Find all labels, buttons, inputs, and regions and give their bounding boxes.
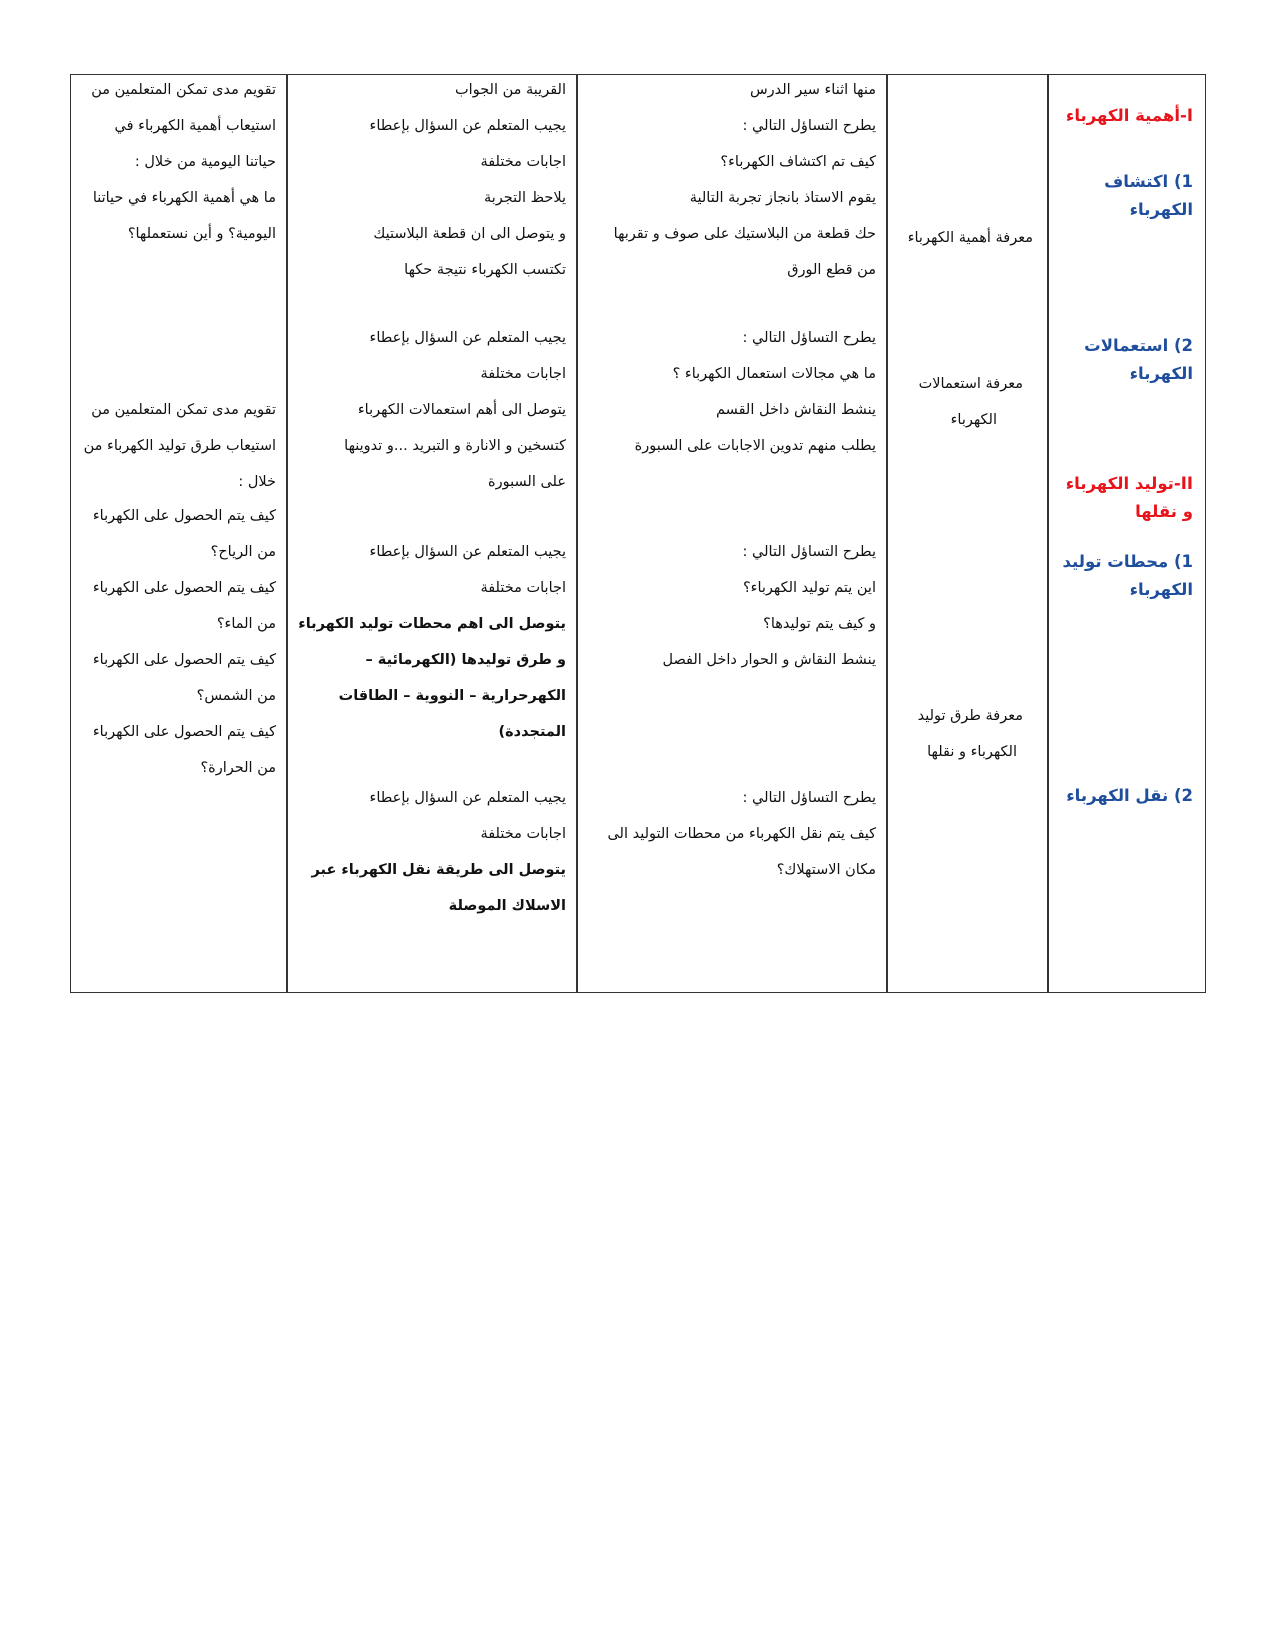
section-heading-generation: II-توليد الكهرباء [1065,474,1193,493]
evaluation-line: كيف يتم الحصول على الكهرباء [92,508,276,524]
learner-line: يلاحظ التجربة [483,190,566,206]
learner-line: يتوصل الى أهم استعمالات الكهرباء [357,402,566,418]
teacher-line: اين يتم توليد الكهرباء؟ [742,580,876,596]
learner-line-bold: و طرق توليدها (الكهرمائية – [365,652,566,668]
evaluation-line: من الحرارة؟ [200,760,276,776]
learner-activities-column [287,75,576,992]
learner-line: يجيب المتعلم عن السؤال بإعطاء [369,118,566,134]
learner-line: تكتسب الكهرباء نتيجة حكها [404,262,566,278]
teacher-line: كيف تم اكتشاف الكهرباء؟ [720,154,876,170]
learner-line: اجابات مختلفة [480,154,566,170]
evaluation-line: كيف يتم الحصول على الكهرباء [92,652,276,668]
teacher-activities-column [577,75,886,992]
subsection-heading-discovery: 1) اكتشاف [1104,172,1193,191]
teacher-line: ما هي مجالات استعمال الكهرباء ؟ [672,366,876,382]
learner-line: كتسخين و الانارة و التبريد ...و تدوينها [344,438,566,454]
learner-line-bold: الكهرحرارية – النووية – الطاقات [338,688,566,704]
teacher-line: مكان الاستهلاك؟ [776,862,876,878]
teacher-line: يطرح التساؤل التالي : [742,790,876,806]
evaluation-line: استيعاب أهمية الكهرباء في [114,118,276,134]
objective-text: الكهرباء و نقلها [927,744,1017,760]
teacher-line: حك قطعة من البلاستيك على صوف و تقربها [613,226,876,242]
evaluation-line: تقويم مدى تمكن المتعلمين من [91,402,276,418]
learner-line-bold: الاسلاك الموصلة [448,898,566,914]
teacher-line: منها اثناء سير الدرس [749,82,876,98]
section-heading-generation: و نقلها [1135,502,1193,521]
evaluation-line: من الماء؟ [216,616,276,632]
learner-line: على السبورة [488,474,566,490]
evaluation-line: من الشمس؟ [196,688,276,704]
titles-column [1048,75,1205,992]
lesson-table [70,74,1206,993]
teacher-line: من قطع الورق [787,262,876,278]
subsection-heading-transport: 2) نقل الكهرباء [1066,786,1193,805]
learner-line: اجابات مختلفة [480,366,566,382]
evaluation-line: اليومية؟ و أين نستعملها؟ [127,226,276,242]
subsection-heading-uses: 2) استعمالات [1084,336,1193,355]
evaluation-line: استيعاب طرق توليد الكهرباء من [83,438,276,454]
evaluation-line: تقويم مدى تمكن المتعلمين من [91,82,276,98]
section-heading-importance: I-أهمية الكهرباء [1065,106,1193,125]
objective-text: معرفة أهمية الكهرباء [907,230,1033,246]
subsection-heading-stations: 1) محطات توليد [1062,552,1193,571]
learner-line-bold: يتوصل الى اهم محطات توليد الكهرباء [298,616,566,632]
teacher-line: ينشط النقاش و الحوار داخل الفصل [662,652,876,668]
teacher-line: يقوم الاستاذ بانجاز تجربة التالية [689,190,876,206]
subsection-heading-stations: الكهرباء [1129,580,1193,599]
learner-line: اجابات مختلفة [480,580,566,596]
learner-line: يجيب المتعلم عن السؤال بإعطاء [369,330,566,346]
teacher-line: يطلب منهم تدوين الاجابات على السبورة [634,438,876,454]
learner-line: القريبة من الجواب [455,82,566,98]
objective-text: معرفة استعمالات [918,376,1023,392]
learner-line: اجابات مختلفة [480,826,566,842]
learner-line-bold: يتوصل الى طريقة نقل الكهرباء عبر [311,862,566,878]
teacher-line: كيف يتم نقل الكهرباء من محطات التوليد الى [607,826,876,842]
evaluation-line: كيف يتم الحصول على الكهرباء [92,580,276,596]
teacher-line: يطرح التساؤل التالي : [742,118,876,134]
objective-text: معرفة طرق توليد [917,708,1023,724]
objective-text: الكهرباء [950,412,997,428]
teacher-line: ينشط النقاش داخل القسم [715,402,876,418]
evaluation-line: من الرياح؟ [210,544,276,560]
subsection-heading-discovery: الكهرباء [1129,200,1193,219]
evaluation-line: حياتنا اليومية من خلال : [134,154,276,170]
learner-line: يجيب المتعلم عن السؤال بإعطاء [369,544,566,560]
learner-line: و يتوصل الى ان قطعة البلاستيك [373,226,566,242]
evaluation-line: كيف يتم الحصول على الكهرباء [92,724,276,740]
learner-line: يجيب المتعلم عن السؤال بإعطاء [369,790,566,806]
teacher-line: يطرح التساؤل التالي : [742,544,876,560]
evaluation-column [71,75,286,992]
learner-line-bold: المتجددة) [498,724,566,740]
evaluation-line: خلال : [238,474,276,490]
subsection-heading-uses: الكهرباء [1129,364,1193,383]
teacher-line: و كيف يتم توليدها؟ [763,616,876,632]
evaluation-line: ما هي أهمية الكهرباء في حياتنا [92,190,276,206]
objectives-column [887,75,1047,992]
teacher-line: يطرح التساؤل التالي : [742,330,876,346]
